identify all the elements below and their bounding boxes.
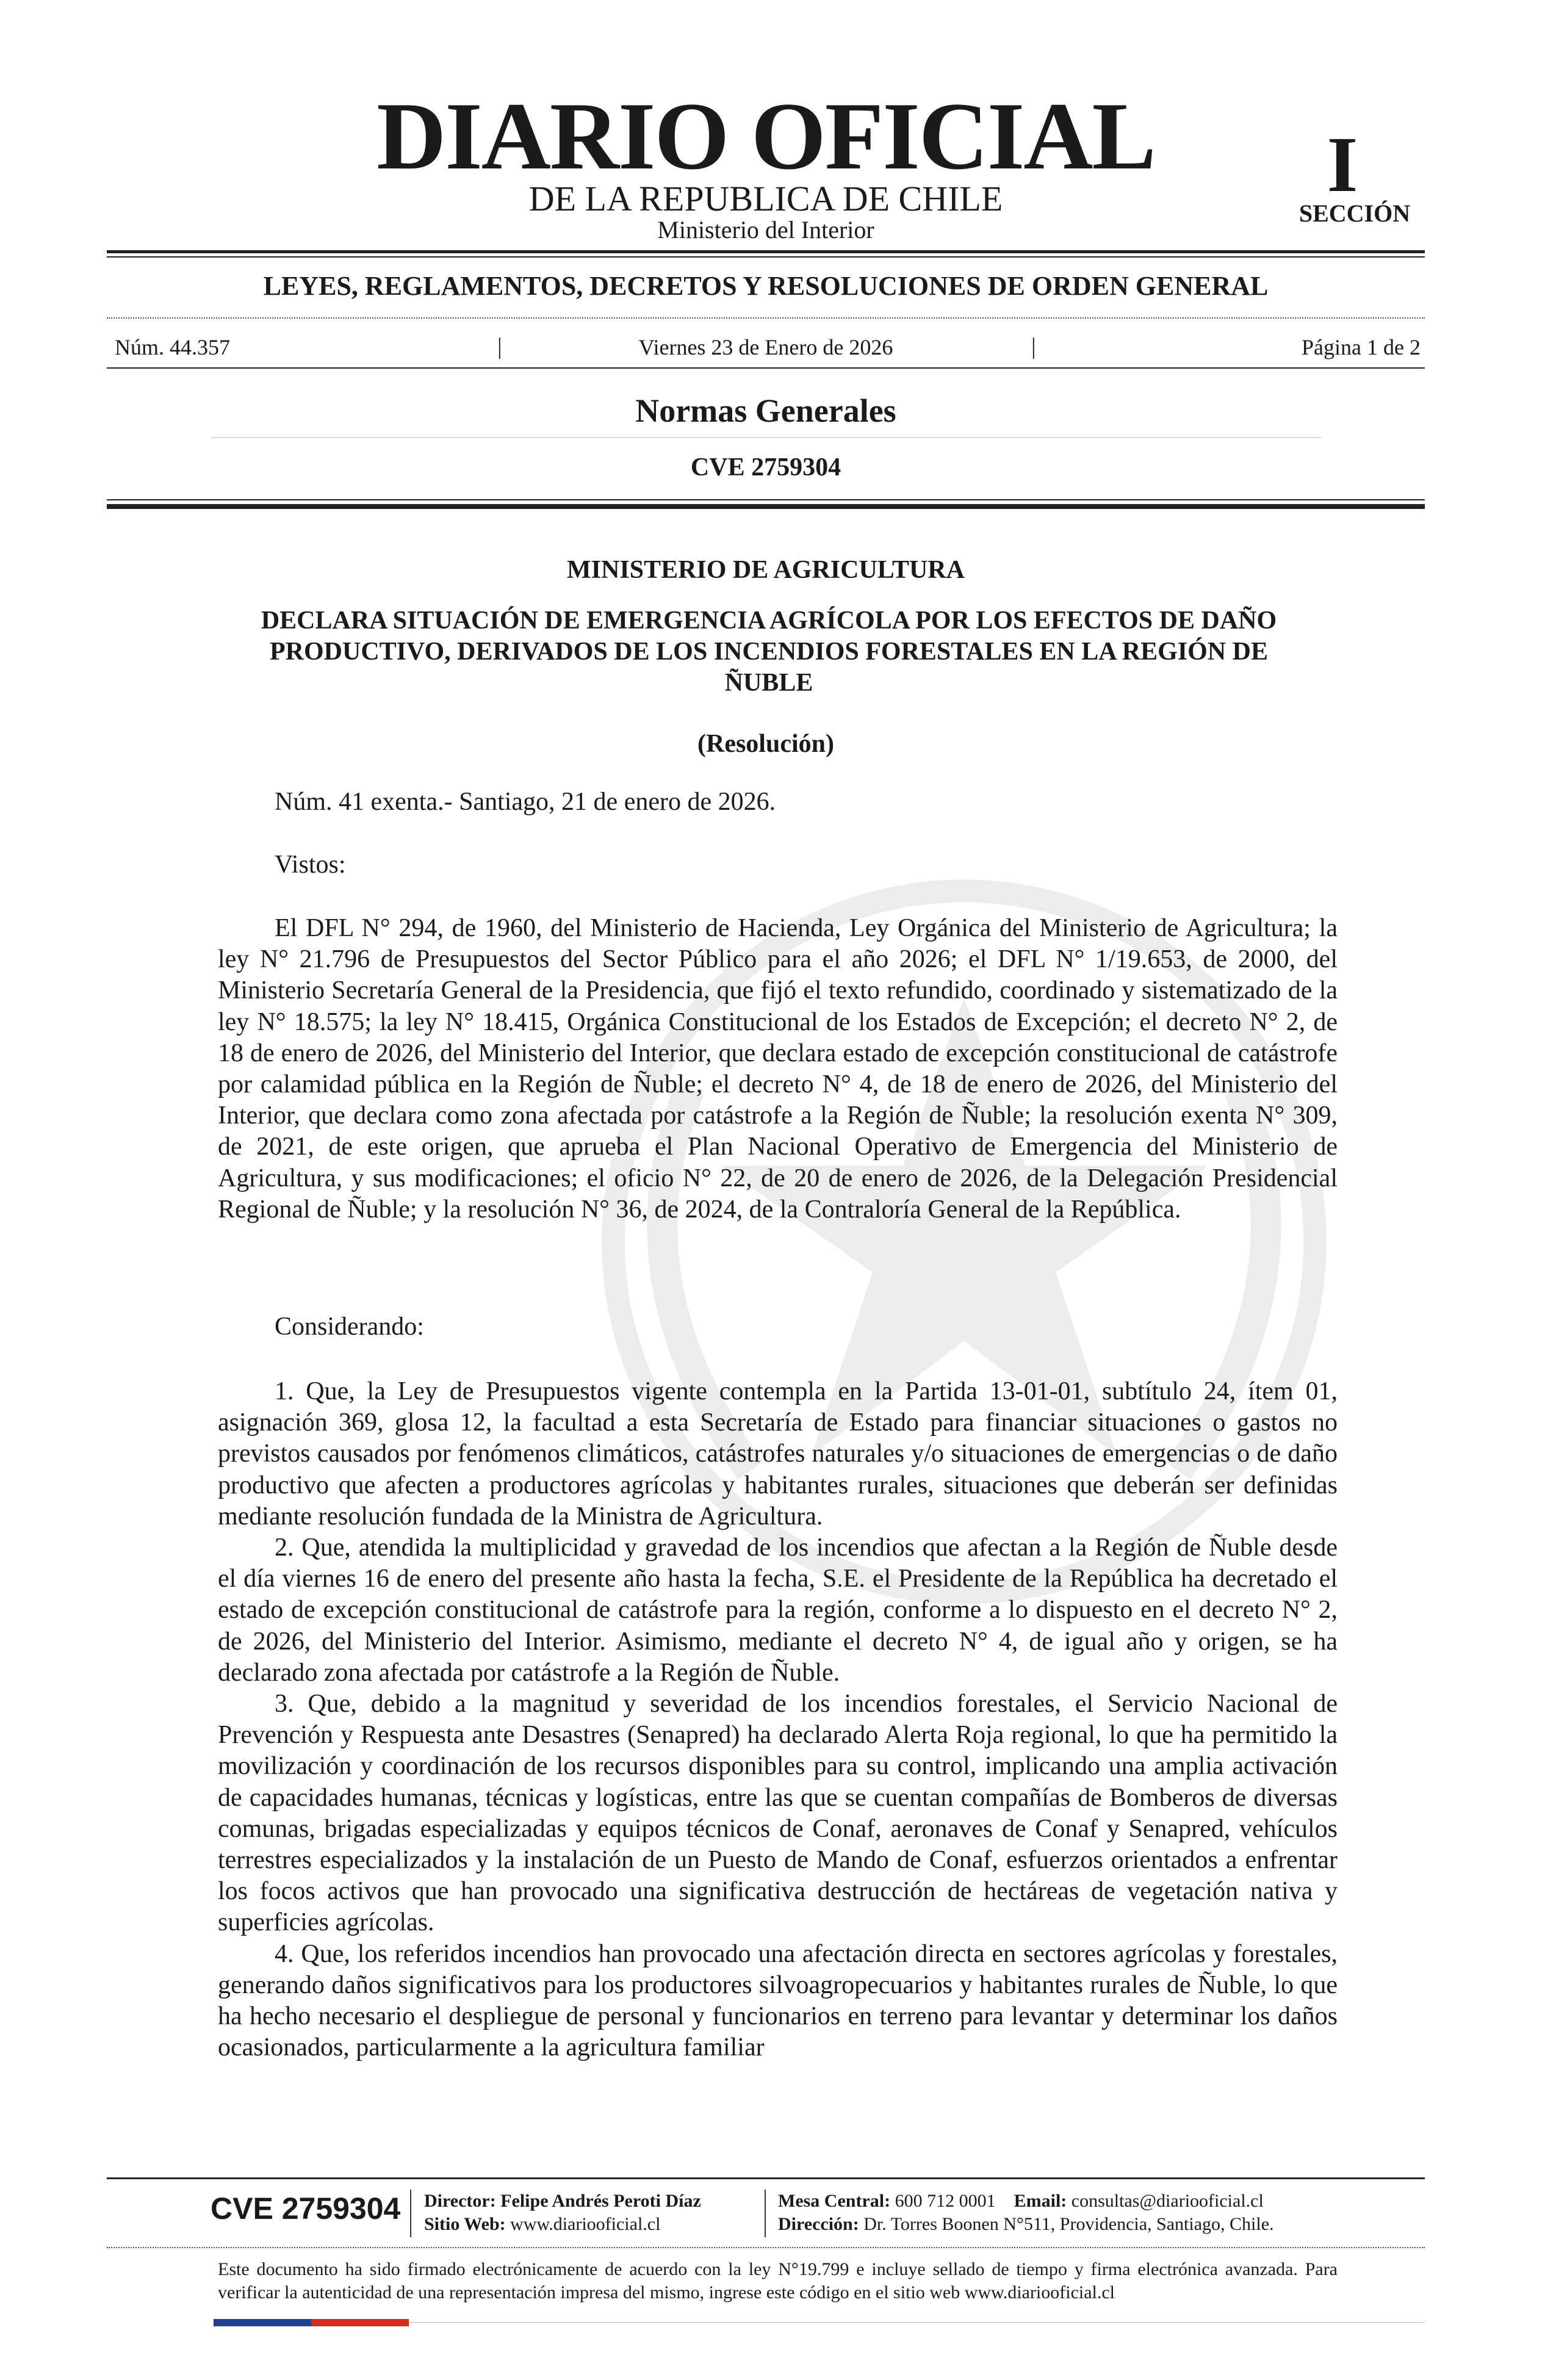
footer-cve-code: CVE 2759304 [211,2191,401,2226]
section-label: SECCIÓN [1298,200,1411,227]
header-rule-thick [107,250,1425,253]
email-link[interactable]: consultas@diariooficial.cl [1071,2191,1264,2211]
phone-value: 600 712 0001 [895,2191,996,2211]
considerando-item: 4. Que, los referidos incendios han provocado una afectación directa en sectores agrícolas y forestales, generando daños significativos para los productores silvoagropecuarios y habitantes rurales de Ñuble, lo que ha hecho necesario el despliegue de personal y funcionarios en terreno para levantar y determinar los daños ocasionados, particularmente a la agricultura familiar [218,1939,1338,2062]
separator: | [1031,334,1036,359]
section-name-underline [211,437,1321,438]
email-label: Email: [1014,2191,1067,2211]
address-label: Dirección: [778,2214,859,2234]
resolution-label: (Resolución) [697,730,834,758]
web-label: Sitio Web: [424,2214,506,2234]
cve-code: CVE 2759304 [690,453,841,481]
considerando-item: 2. Que, atendida la multiplicidad y gravedad de los incendios que afectan a la Región de Ñuble desde el día viernes 16 de enero del presente año hasta la fecha, S.E. el Presidente de la República ha decretado el estado de excepción constitucional de catástrofe para la región, conforme a lo dispuesto en el decreto N° 2, de 2026, del Ministerio del Interior. Asimismo, mediante el decreto N° 4, de igual año y origen, se ha declarado zona afectada por catástrofe a la Región de Ñuble. [218,1534,1338,1687]
cve-rule-thin [107,499,1425,500]
masthead-ministry: Ministerio del Interior [657,216,874,243]
masthead-subtitle: DE LA REPUBLICA DE CHILE [528,179,1003,218]
footer-rule-dotted [107,2247,1425,2248]
header-rule-dotted [107,317,1425,319]
section-name: Normas Generales [635,392,896,429]
issuing-ministry: MINISTERIO DE AGRICULTURA [567,556,965,584]
phone-label: Mesa Central: [778,2191,891,2211]
cve-rule-thick [107,504,1425,509]
resolution-title: DECLARA SITUACIÓN DE EMERGENCIA AGRÍCOLA POR LOS EFECTOS DE DAÑO PRODUCTIVO, DERIVADOS DE LOS INCENDIOS FORESTALES EN LA REGIÓN DE ÑUBLE [261,607,1277,697]
address-value: Dr. Torres Boonen N°511, Providencia, Santiago, Chile. [863,2214,1274,2234]
vistos-paragraph: El DFL N° 294, de 1960, del Ministerio de Hacienda, Ley Orgánica del Ministerio de Agricultura; la ley N° 21.796 de Presupuestos del Sector Público para el año 2026; el DFL N° 1/19.653, de 2000, del Ministerio Secretaría General de la Presidencia, que fijó el texto refundido, coordinado y sistematizado de la ley N° 18.575; la ley N° 18.415, Orgánica Constitucional de los Estados de Excepción; el decreto N° 2, de 18 de enero de 2026, del Ministerio del Interior, que declara estado de excepción constitucional de catástrofe por calamidad pública en la Región de Ñuble; el decreto N° 4, de 18 de enero de 2026, del Ministerio del Interior, que declara como zona afectada por catástrofe a la Región de Ñuble; la resolución exenta N° 309, de 2021, de este origen, que aprueba el Plan Nacional Operativo de Emergencia del Ministerio de Agricultura, y sus modificaciones; el oficio N° 22, de 20 de enero de 2026, de la Delegación Presidencial Regional de Ñuble; y la resolución N° 36, de 2024, de la Contraloría General de la República. [218,914,1338,1224]
resolution-number: Núm. 41 exenta.- Santiago, 21 de enero de 2026. [275,788,776,816]
footer-rule [107,2177,1425,2179]
footer-divider [410,2190,411,2237]
issue-date: Viernes 23 de Enero de 2026 [638,335,893,359]
vistos-heading: Vistos: [275,851,346,879]
web-link[interactable]: www.diariooficial.cl [510,2214,661,2234]
considerando-item: 1. Que, la Ley de Presupuestos vigente contempla en la Partida 13-01-01, subtítulo 24, ítem 01, asignación 369, glosa 12, la facultad a esta Secretaría de Estado para financiar situaciones o gastos no previstos causados por fenómenos climáticos, catástrofes naturales y/o situaciones de emergencias o de daño productivo que afecten a productores agrícolas y habitantes rurales, situaciones que deberán ser definidas mediante resolución fundada de la Ministra de Agricultura. [218,1377,1338,1531]
footer-bottom-rule [409,2322,1425,2323]
laws-title: LEYES, REGLAMENTOS, DECRETOS Y RESOLUCIONES DE ORDEN GENERAL [263,271,1269,301]
issue-number: Núm. 44.357 [115,335,230,359]
considerando-heading: Considerando: [275,1313,424,1341]
section-number: I [1327,121,1358,209]
footer-director [424,2190,701,2236]
separator: | [497,334,502,359]
footer-contact [778,2190,1274,2236]
director-label: Director: [424,2191,496,2211]
considerando-list [218,1376,1338,2063]
issue-rule [107,367,1425,369]
page-indicator: Página 1 de 2 [1302,335,1421,359]
considerando-item: 3. Que, debido a la magnitud y severidad de los incendios forestales, el Servicio Nacional de Prevención y Respuesta ante Desastres (Senapred) ha declarado Alerta Roja regional, lo que ha permitido la movilización y coordinación de los recursos disponibles para su control, implicando una amplia activación de capacidades humanas, técnicas y logísticas, entre las que se cuentan compañías de Bomberos de diversas comunas, brigadas especializadas y equipos técnicos de Conaf, aeronaves de Conaf y Senapred, vehículos terrestres especializados y la instalación de un Puesto de Mando de Conaf, esfuerzos orientados a enfrentar los focos activos que han provocado una significativa destrucción de hectáreas de vegetación nativa y superficies agrícolas. [218,1690,1338,1937]
flag-stripe-red [311,2319,409,2326]
director-name: Felipe Andrés Peroti Díaz [500,2191,701,2211]
header-rule-thin [107,256,1425,258]
masthead-title: DIARIO OFICIAL [376,83,1155,190]
signature-disclaimer: Este documento ha sido firmado electrónicamente de acuerdo con la ley N°19.799 e incluye sellado de tiempo y firma electrónica avanzada. Para verificar la autenticidad de una representación impresa del mismo, ingrese este código en el sitio web www.diariooficial.cl [218,2259,1338,2302]
flag-stripe-blue [214,2319,311,2326]
footer-divider [765,2190,766,2237]
